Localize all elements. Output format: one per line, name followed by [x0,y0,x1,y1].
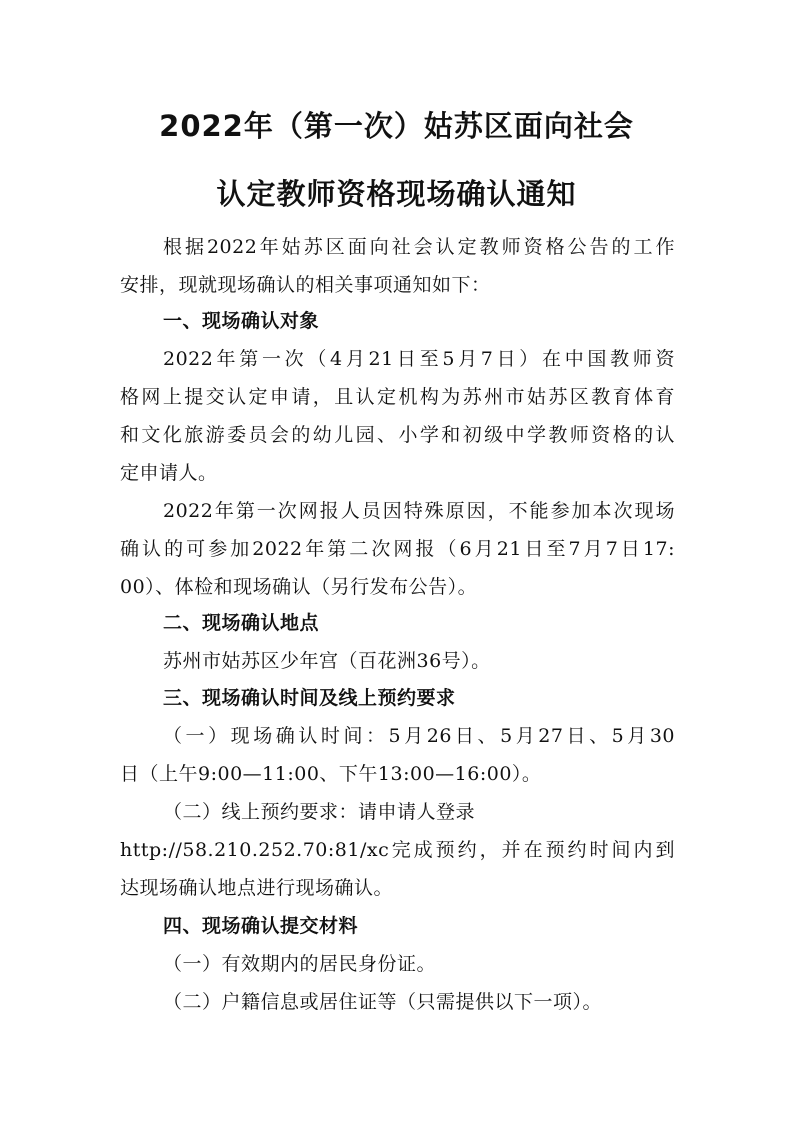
section-1-paragraph-1-line-4: 定申请人。 [120,462,218,484]
section-4-paragraph-2: （二）户籍信息或居住证等（只需提供以下一项）。 [163,991,603,1013]
intro-line-1: 根据2022年姑苏区面向社会认定教师资格公告的工作 [163,236,675,258]
section-4-heading: 四、现场确认提交材料 [163,915,359,937]
section-1-paragraph-2-line-3: 00）、体检和现场确认（另行发布公告）。 [120,576,478,598]
section-1-paragraph-1-line-2: 格网上提交认定申请，且认定机构为苏州市姑苏区教育体育 [120,386,675,408]
intro-line-2: 安排，现就现场确认的相关事项通知如下： [120,274,491,296]
section-3-paragraph-2-line-2: http://58.210.252.70:81/xc完成预约，并在预约时间内到 [120,839,675,861]
document-title-line-2: 认定教师资格现场确认通知 [216,177,577,211]
section-3-paragraph-2-line-3: 达现场确认地点进行现场确认。 [120,877,394,899]
section-1-paragraph-2-line-1: 2022年第一次网报人员因特殊原因，不能参加本次现场 [163,500,675,522]
section-1-heading: 一、现场确认对象 [163,310,320,332]
section-1-paragraph-2-line-2: 确认的可参加2022年第二次网报（6月21日至7月7日17: [120,538,675,560]
section-2-heading: 二、现场确认地点 [163,612,320,634]
section-3-heading: 三、现场确认时间及线上预约要求 [163,687,456,709]
section-3-paragraph-1-line-2: 日（上午9:00—11:00、下午13:00—16:00）。 [120,763,542,785]
section-3-paragraph-1-line-1: （一）现场确认时间：5月26日、5月27日、5月30 [163,725,675,747]
section-1-paragraph-1-line-1: 2022年第一次（4月21日至5月7日）在中国教师资 [163,348,675,370]
section-3-paragraph-2-line-1: （二）线上预约要求：请申请人登录 [163,801,476,823]
section-4-paragraph-1: （一）有效期内的居民身份证。 [163,953,437,975]
document-title-line-1: 2022年（第一次）姑苏区面向社会 [159,109,634,143]
section-1-paragraph-1-line-3: 和文化旅游委员会的幼儿园、小学和初级中学教师资格的认 [120,424,675,446]
section-2-paragraph-1: 苏州市姑苏区少年宫（百花洲36号）。 [163,650,491,672]
